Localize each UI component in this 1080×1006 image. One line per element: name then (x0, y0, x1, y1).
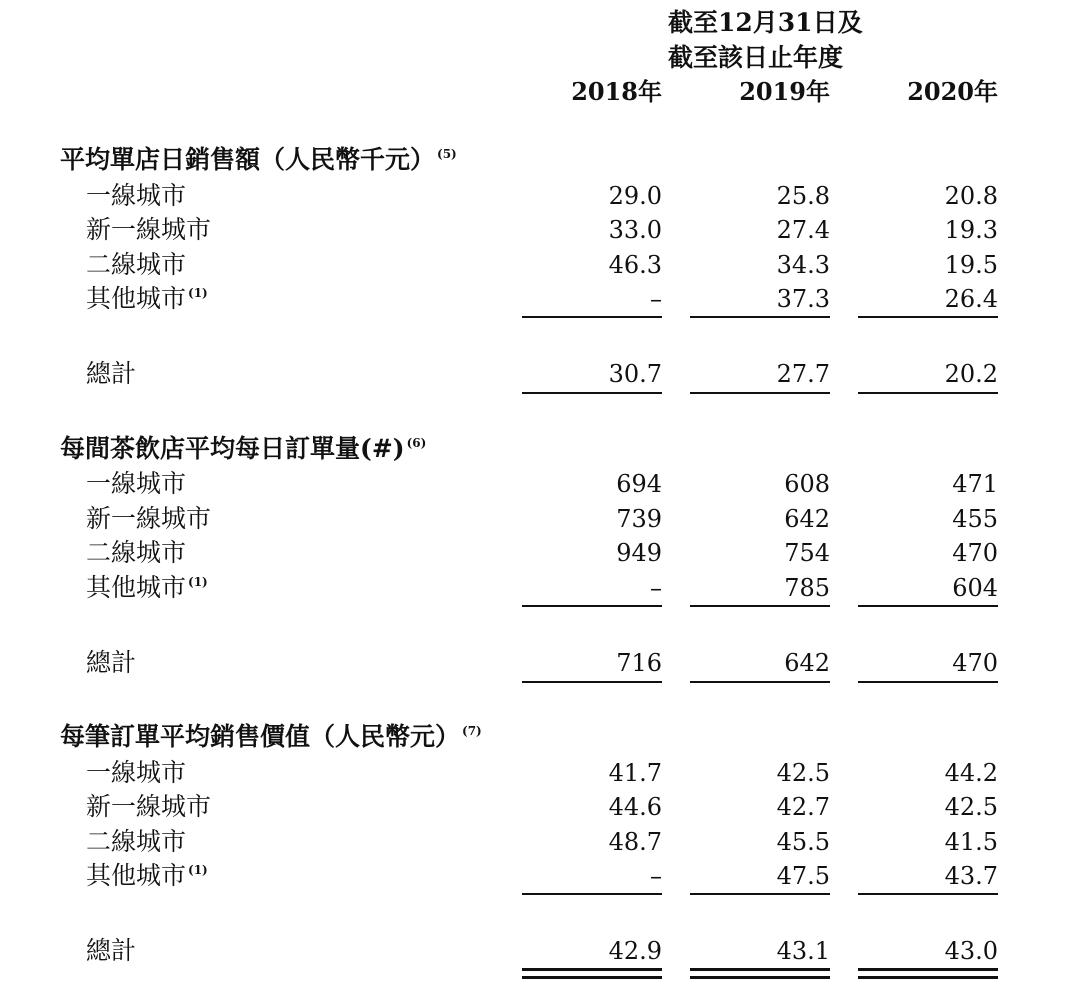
row-label: 其他城市 $^{(1)}$ (86, 861, 208, 890)
cell: – (650, 862, 662, 890)
cell: 739 (616, 505, 662, 533)
row-label: 一線城市 (86, 758, 187, 787)
cell: 44.2 (944, 759, 998, 787)
cell: – (650, 574, 662, 602)
section-title-avg-daily-sales: 平均單店日銷售額（人民幣千元） $^{(5)}$ (60, 145, 457, 174)
total-rule (858, 392, 998, 394)
row-label: 二線城市 (86, 250, 187, 279)
row-label: 其他城市 $^{(1)}$ (86, 284, 208, 313)
double-rule (522, 976, 662, 979)
total-cell: 27.7 (776, 360, 830, 388)
footnote-ref: (1) (188, 575, 208, 589)
cell: 42.5 (944, 793, 998, 821)
cell: 608 (784, 470, 830, 498)
total-rule (690, 681, 830, 683)
cell: 27.4 (776, 216, 830, 244)
footnote-ref: (1) (188, 286, 208, 300)
cell: 46.3 (608, 251, 662, 279)
total-cell: 470 (952, 649, 998, 677)
double-rule (858, 976, 998, 979)
cell: 19.5 (944, 251, 998, 279)
subtotal-rule (690, 605, 830, 607)
cell: 47.5 (776, 862, 830, 890)
subtotal-rule (858, 893, 998, 895)
cell: 42.7 (776, 793, 830, 821)
row-label: 新一線城市 (86, 792, 212, 821)
row-label: 一線城市 (86, 181, 187, 210)
period-header-line1: 截至12月31日及 (668, 8, 863, 37)
row-label: 其他城市 $^{(1)}$ (86, 573, 208, 602)
cell: 29.0 (608, 182, 662, 210)
cell: – (650, 285, 662, 313)
subtotal-rule (690, 893, 830, 895)
cell: 694 (616, 470, 662, 498)
row-label: 一線城市 (86, 469, 187, 498)
total-cell: 642 (784, 649, 830, 677)
cell: 455 (952, 505, 998, 533)
total-cell: 20.2 (944, 360, 998, 388)
cell: 604 (952, 574, 998, 602)
double-rule (690, 968, 830, 971)
subtotal-rule (522, 893, 662, 895)
row-label: 二線城市 (86, 538, 187, 567)
double-rule (522, 968, 662, 971)
cell: 34.3 (776, 251, 830, 279)
cell: 26.4 (944, 285, 998, 313)
row-label: 新一線城市 (86, 215, 212, 244)
total-cell: 43.1 (776, 937, 830, 965)
total-label: 總計 (86, 936, 137, 965)
double-rule (858, 968, 998, 971)
footnote-ref: (7) (462, 724, 482, 738)
total-cell: 30.7 (608, 360, 662, 388)
cell: 471 (952, 470, 998, 498)
total-rule (522, 392, 662, 394)
subtotal-rule (858, 316, 998, 318)
year-2018-header: 2018年 (571, 77, 662, 106)
footnote-ref: (1) (188, 863, 208, 877)
cell: 754 (784, 539, 830, 567)
cell: 41.5 (944, 828, 998, 856)
double-rule (690, 976, 830, 979)
cell: 25.8 (776, 182, 830, 210)
cell: 20.8 (944, 182, 998, 210)
row-label: 二線城市 (86, 827, 187, 856)
total-cell: 43.0 (944, 937, 998, 965)
subtotal-rule (522, 605, 662, 607)
cell: 41.7 (608, 759, 662, 787)
period-header-line2: 截至該日止年度 (668, 43, 844, 72)
section-title-avg-order-value: 每筆訂單平均銷售價值（人民幣元） $^{(7)}$ (60, 722, 482, 751)
year-2020-header: 2020年 (907, 77, 998, 106)
total-rule (690, 392, 830, 394)
subtotal-rule (522, 316, 662, 318)
footnote-ref: (5) (437, 147, 457, 161)
cell: 37.3 (776, 285, 830, 313)
cell: 45.5 (776, 828, 830, 856)
total-rule (858, 681, 998, 683)
section-title-avg-daily-orders: 每間茶飲店平均每日訂單量(#) $^{(6)}$ (60, 434, 427, 463)
subtotal-rule (858, 605, 998, 607)
total-cell: 716 (616, 649, 662, 677)
cell: 33.0 (608, 216, 662, 244)
footnote-ref: (6) (406, 436, 427, 450)
total-rule (522, 681, 662, 683)
cell: 19.3 (944, 216, 998, 244)
year-2019-header: 2019年 (739, 77, 830, 106)
cell: 785 (784, 574, 830, 602)
total-cell: 42.9 (608, 937, 662, 965)
cell: 42.5 (776, 759, 830, 787)
cell: 470 (952, 539, 998, 567)
cell: 44.6 (608, 793, 662, 821)
cell: 43.7 (944, 862, 998, 890)
cell: 48.7 (608, 828, 662, 856)
row-label: 新一線城市 (86, 504, 212, 533)
total-label: 總計 (86, 359, 137, 388)
cell: 642 (784, 505, 830, 533)
subtotal-rule (690, 316, 830, 318)
cell: 949 (616, 539, 662, 567)
total-label: 總計 (86, 648, 137, 677)
